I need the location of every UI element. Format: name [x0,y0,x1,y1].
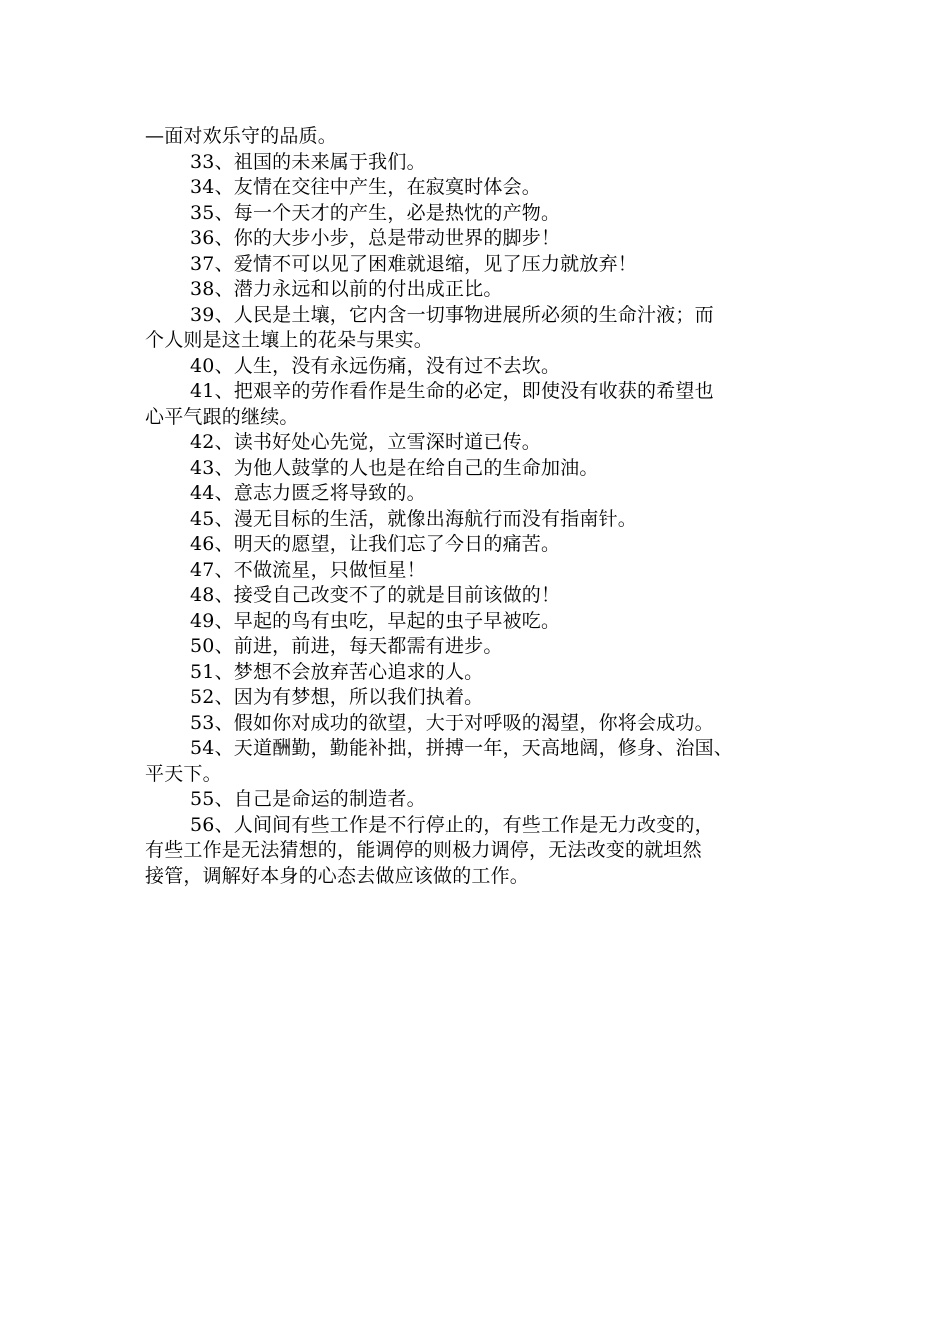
text-line: —面对欢乐守的品质。 [145,125,338,147]
text-line: 56、人间间有些工作是不行停止的，有些工作是无力改变的， [190,813,714,836]
text-line: 44、意志力匮乏将导致的。 [190,482,426,504]
text-line: 个人则是这土壤上的花朵与果实。 [145,329,434,351]
text-line: 40、人生，没有永远伤痛，没有过不去坎。 [190,354,561,377]
text-line: 心平气跟的继续。 [145,405,299,428]
text-line: 35、每一个天才的产生，必是热忱的产物。 [190,201,561,224]
text-line: 54、天道酬勤，勤能补拙，拼搏一年，天高地阔，修身、治国、 [190,737,733,759]
text-line: 42、读书好处心先觉，立雪深时道已传。 [190,431,541,453]
text-line: 48、接受自己改变不了的就是目前该做的！ [190,584,561,606]
text-line: 38、潜力永远和以前的付出成正比。 [190,278,503,300]
text-line: 47、不做流星，只做恒星！ [190,558,426,581]
text-line: 43、为他人鼓掌的人也是在给自己的生命加油。 [190,456,599,479]
text-line: 平天下。 [145,762,222,785]
text-line: 接管，调解好本身的心态去做应该做的工作。 [145,864,530,887]
text-line: 39、人民是土壤，它内含一切事物进展所必须的生命汁液；而 [190,303,714,326]
text-line: 52、因为有梦想，所以我们执着。 [190,686,484,708]
text-line: 50、前进，前进，每天都需有进步。 [190,635,503,657]
text-line: 49、早起的鸟有虫吃，早起的虫子早被吃。 [190,609,561,632]
text-line: 37、爱情不可以见了困难就退缩，见了压力就放弃！ [190,252,637,275]
text-line: 36、你的大步小步，总是带动世界的脚步！ [190,227,561,249]
text-line: 51、梦想不会放弃苦心追求的人。 [190,660,484,683]
text-line: 46、明天的愿望，让我们忘了今日的痛苦。 [190,533,561,555]
text-line: 55、自己是命运的制造者。 [190,788,426,810]
text-line: 有些工作是无法猜想的，能调停的则极力调停，无法改变的就坦然 [145,839,702,861]
text-line: 45、漫无目标的生活，就像出海航行而没有指南针。 [190,507,637,530]
text-line: 53、假如你对成功的欲望，大于对呼吸的渴望，你将会成功。 [190,711,714,734]
document-body [145,124,825,889]
text-line: 33、祖国的未来属于我们。 [190,150,426,173]
text-line: 34、友情在交往中产生，在寂寞时体会。 [190,176,541,198]
text-line: 41、把艰辛的劳作看作是生命的必定，即使没有收获的希望也 [190,380,714,402]
